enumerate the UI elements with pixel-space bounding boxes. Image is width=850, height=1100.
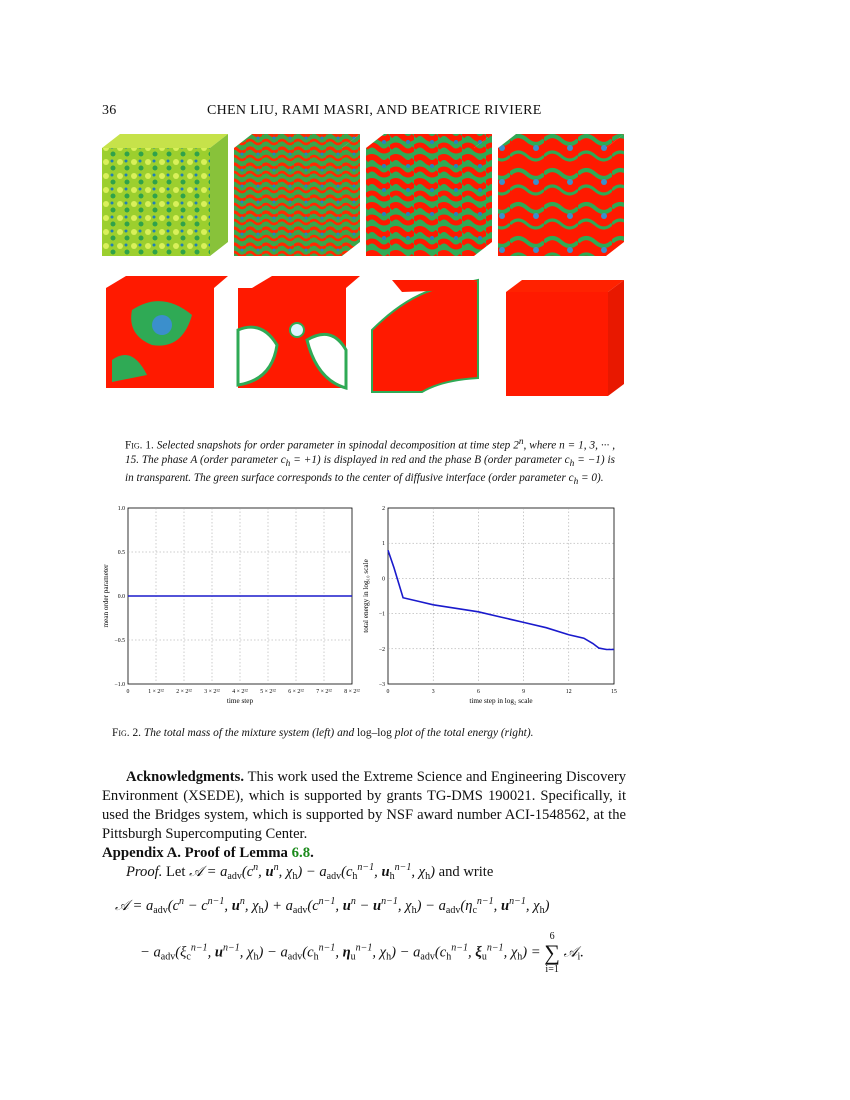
cube-snapshot-1 xyxy=(102,134,228,256)
x-tick-label: 12 xyxy=(565,689,572,695)
x-tick-label: 15 xyxy=(611,689,617,695)
x-tick-label: 8 × 2¹² xyxy=(344,689,360,695)
chart-total-energy xyxy=(358,500,620,710)
figure-2-caption: Fig. 2. The total mass of the mixture system (left) and log–log plot of the total energy (right). xyxy=(112,727,534,739)
x-tick-label: 1 × 2¹² xyxy=(148,689,164,695)
y-tick-label: 1.0 xyxy=(117,506,125,512)
x-tick-label: 6 × 2¹² xyxy=(288,689,304,695)
y-tick-label: 2 xyxy=(382,506,385,512)
acknowledgments-heading: Acknowledgments. xyxy=(126,769,244,785)
x-tick-label: 4 × 2¹² xyxy=(232,689,248,695)
proof-inline-math: 𝒜 = $a_{adv}(c^n$, $u^n$, $\chi_h) - a_{adv}(c_h^{n-1}$, $u_h^{n-1}$, $\chi_h$) xyxy=(189,862,435,882)
figure-2-label: Fig. 2. xyxy=(112,727,142,739)
appendix-heading: Appendix A. Proof of Lemma 6.8. xyxy=(102,845,314,861)
x-tick-label: 5 × 2¹² xyxy=(260,689,276,695)
x-tick-label: 0 xyxy=(386,689,390,695)
acknowledgments-paragraph: Acknowledgments. This work used the Extreme Science and Engineering Discovery Environment (XSEDE), which is supported by grants TG-DMS 190021. Specifically, it used the Bridges system, which is supported by NSF award number ACI-1548562, at the Pittsburgh Supercomputing Center. xyxy=(102,769,627,842)
lemma-link[interactable]: 6.8 xyxy=(291,845,311,861)
cube-snapshot-8 xyxy=(506,280,624,396)
x-tick-label: 2 × 2¹² xyxy=(176,689,192,695)
y-tick-label: −2 xyxy=(378,646,385,653)
x-tick-label: 0 xyxy=(126,689,130,695)
x-tick-label: 3 xyxy=(431,689,435,695)
figure-1-caption: Fig. 1. Selected snapshots for order parameter in spinodal decomposition at time step 2$^n$, where n = 1, 3, ··· , 15. The phase A (order parameter $c_h = +1$) is displayed in red and the phase B (order parameter $c_h = -1$) is in transparent. The green surface corresponds to the center of diffusive interface (order parameter $c_h = 0$). xyxy=(125,437,615,488)
x-tick-label: 9 xyxy=(522,689,526,695)
y-axis-label: mean order parameter xyxy=(102,564,110,628)
y-tick-label: 0 xyxy=(382,576,385,583)
figure-1-snapshots xyxy=(102,130,630,408)
proof-intro: Proof. Let 𝒜 = $a_{adv}(c^n$, $u^n$, $\chi_h) - a_{adv}(c_h^{n-1}$, $u_h^{n-1}$, $\chi_h$) and write xyxy=(126,862,494,882)
summation: 6 ∑ i=1 xyxy=(544,931,560,975)
equation-line-1: 𝒜 = $a_{adv}(c^n - c^{n-1}$, $u^n$, $\chi_h) + a_{adv}(c^{n-1}$, $u^n - u^{n-1}$, $\chi_h) - a_{adv}(\eta_c^{n-1}$, $u^{n-1}$, $\chi_h$) xyxy=(115,896,550,916)
chart-mean-order-parameter xyxy=(98,500,360,710)
x-tick-label: 7 × 2¹² xyxy=(316,689,332,695)
figure-1-label: Fig. 1. xyxy=(125,439,154,452)
y-tick-label: 0.0 xyxy=(117,594,125,600)
cube-snapshot-7 xyxy=(372,280,478,392)
y-tick-label: −0.5 xyxy=(114,638,125,644)
y-tick-label: 1 xyxy=(382,541,385,548)
x-axis-label: time step in log₂ scale xyxy=(469,697,533,705)
y-tick-label: −1.0 xyxy=(114,682,125,688)
cube-snapshot-6 xyxy=(238,276,360,388)
x-axis-label: time step xyxy=(226,697,254,705)
y-tick-label: 0.5 xyxy=(117,550,125,556)
y-tick-label: −3 xyxy=(378,682,385,688)
plot-frame xyxy=(388,508,614,684)
y-tick-label: −1 xyxy=(378,611,385,618)
cube-snapshot-5 xyxy=(106,276,228,388)
x-tick-label: 3 × 2¹² xyxy=(204,689,220,695)
cube-snapshot-3 xyxy=(366,134,492,256)
running-header-authors: CHEN LIU, RAMI MASRI, AND BEATRICE RIVIERE xyxy=(207,103,542,118)
equation-line-2: − $a_{adv}(\xi_c^{n-1}$, $u^{n-1}$, $\chi_h) - a_{adv}(c_h^{n-1}$, $\eta_u^{n-1}$, $\chi_h) - a_{adv}(c_h^{n-1}$, $\xi_u^{n-1}$, $\chi_h$) = 6 ∑ i=1 𝒜$_i$. xyxy=(140,931,584,975)
cube-snapshot-2 xyxy=(234,134,360,256)
proof-label: Proof. xyxy=(126,864,163,880)
x-tick-label: 6 xyxy=(476,689,480,695)
page-number: 36 xyxy=(102,103,117,118)
cube-snapshot-4 xyxy=(498,134,624,256)
y-axis-label: total energy in log₁₀ scale xyxy=(362,559,370,633)
